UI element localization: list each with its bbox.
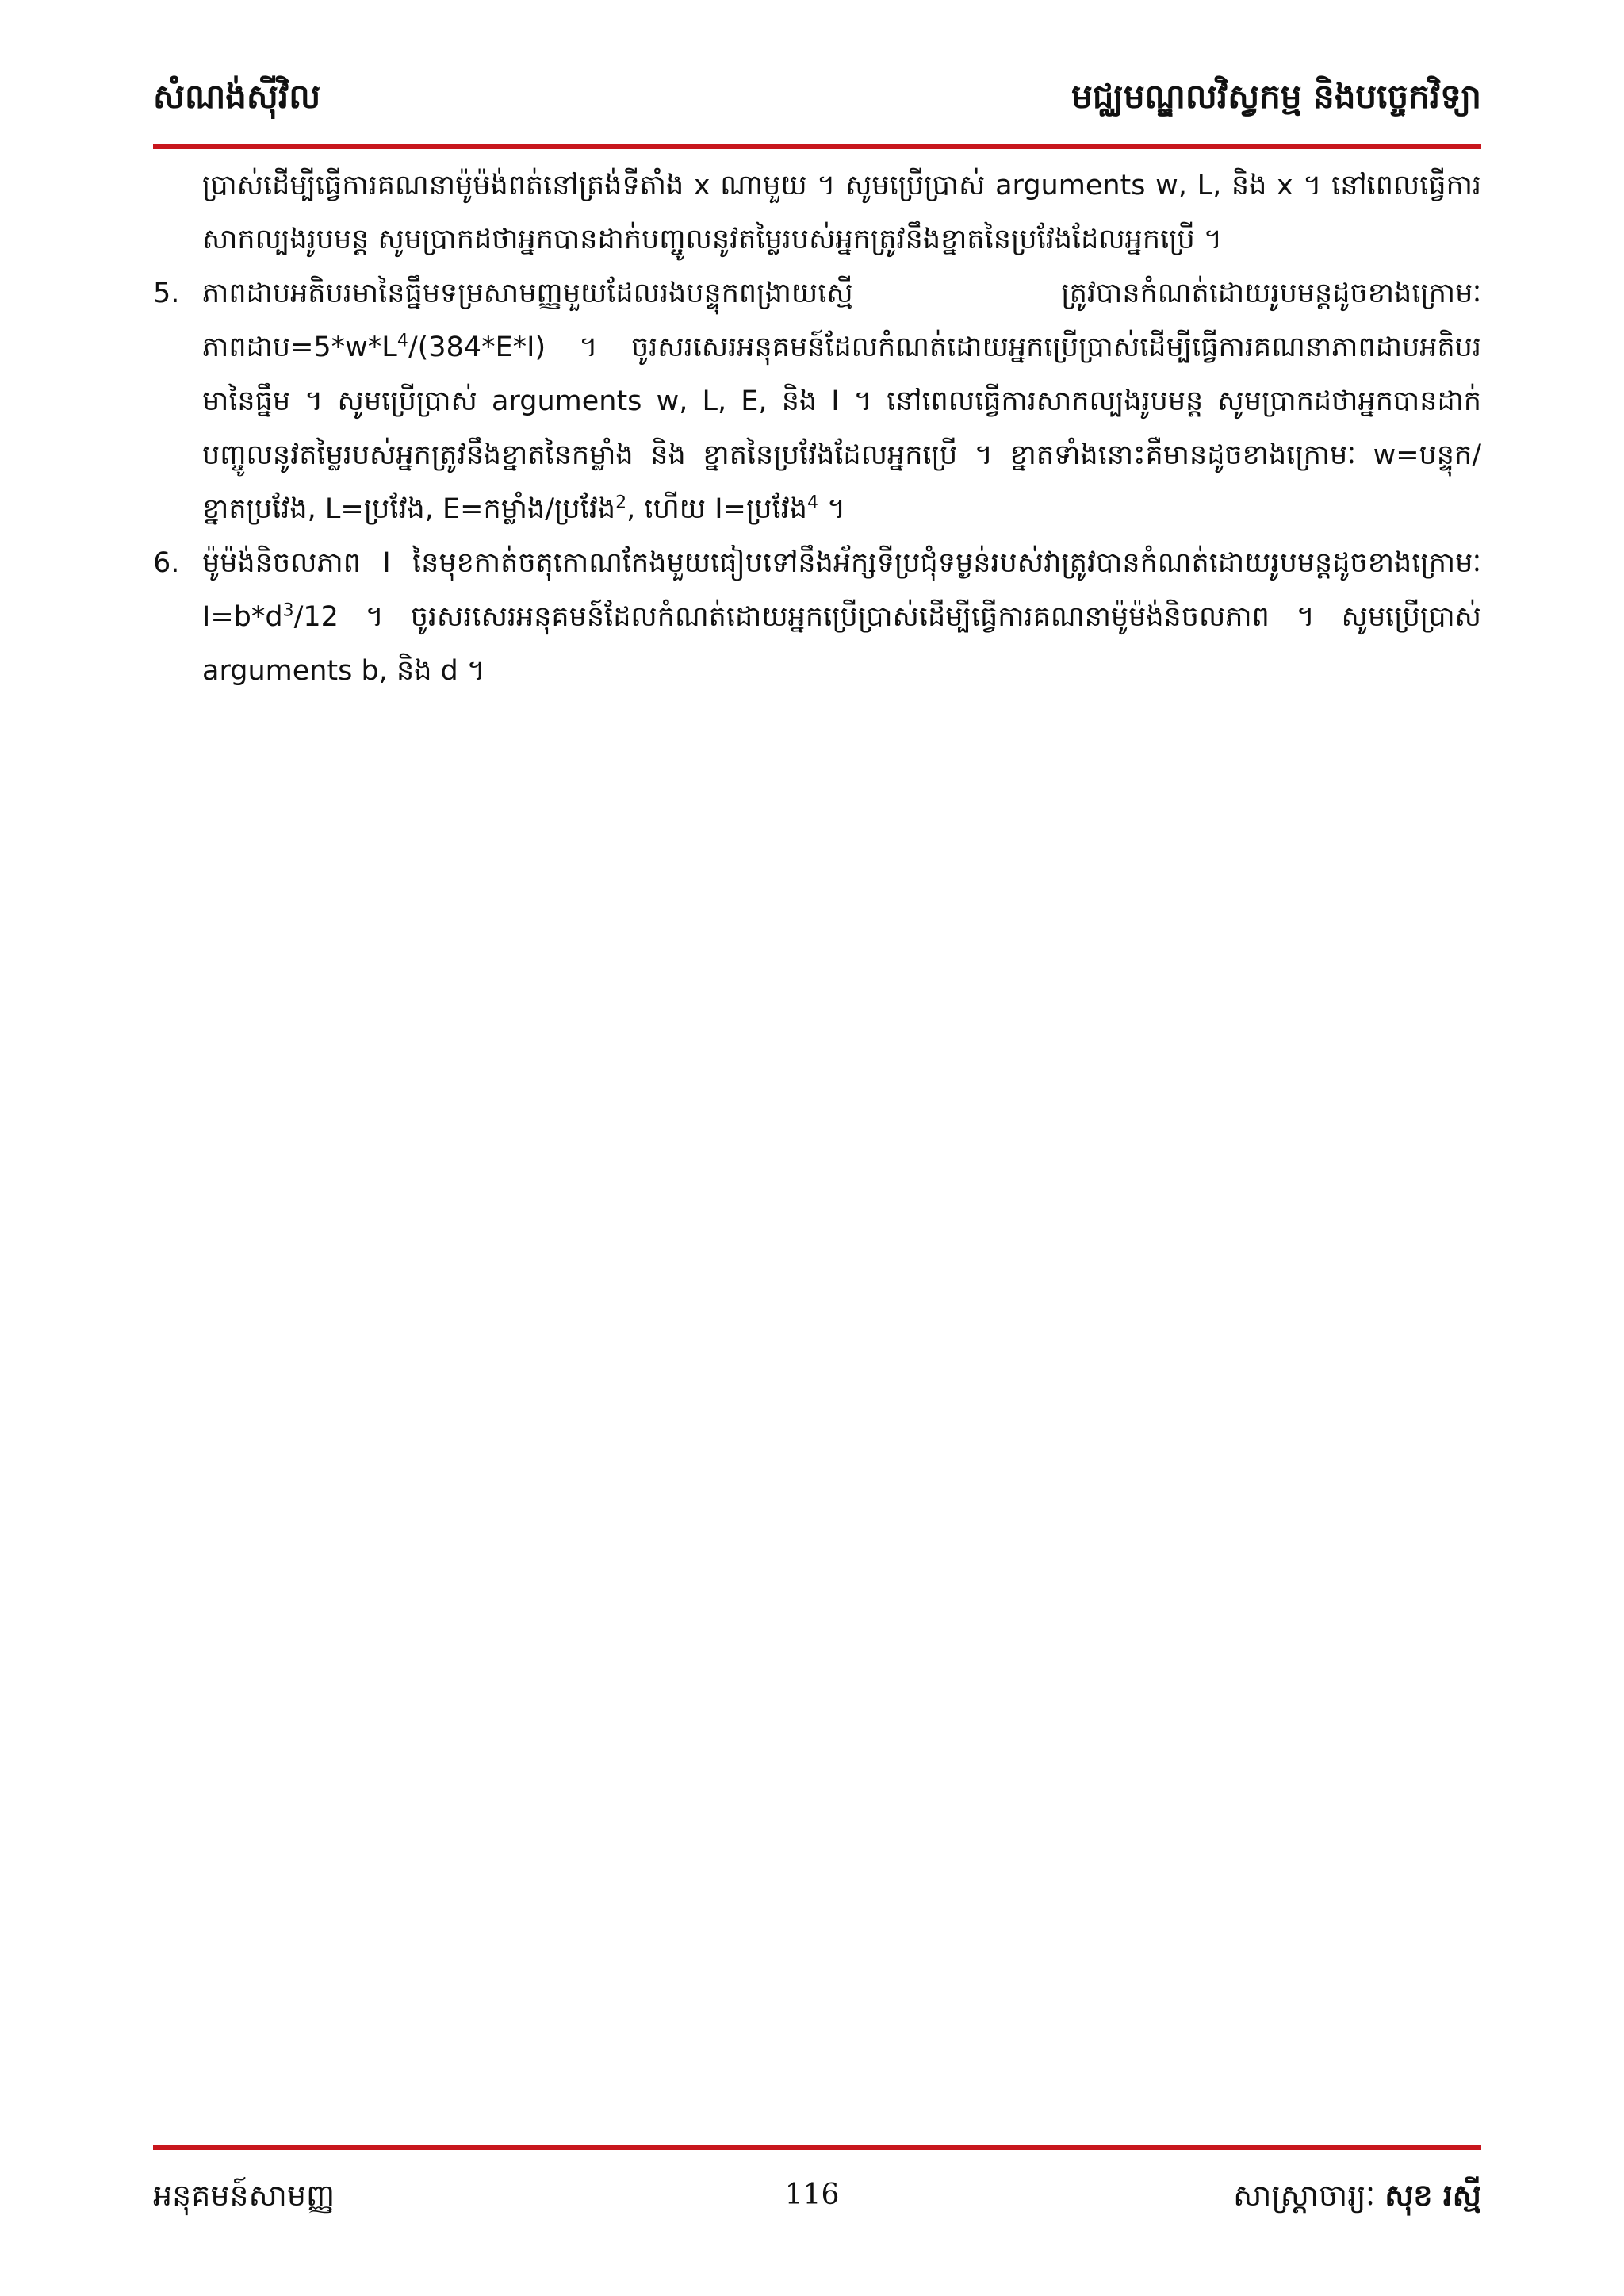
text-run: , ហើយ I=ប្រវែង xyxy=(626,493,807,525)
header-title-right: មជ្ឈមណ្ឌលវិស្វកម្ម និងបច្ចេកវិទ្យា xyxy=(1071,77,1481,116)
paragraph-text xyxy=(202,536,1481,698)
author-name: សុខ រស្មី xyxy=(1385,2178,1481,2213)
header-divider xyxy=(153,144,1481,149)
text-run: /(384*E*I) ។ ចូរសរសេរអនុគមន៍ដែលកំណត់ដោយអ្នកប្រើប្រាស់ដើម្បីធ្វើការគណនាភាពដាបអតិបរមានៃធ្នឹម ។ សូមប្រើប្រាស់ arguments w, L, E, និង I ។ នៅពេលធ្វើការសាកល្បងរូបមន្ត សូមប្រាកដថាអ្នកបានដាក់បញ្ចូលនូវតម្លៃរបស់អ្នកត្រូវនឹងខ្នាតនៃកម្លាំង និង ខ្នាតនៃប្រវែងដែលអ្នកប្រើ ។ ខ្នាតទាំងនោះគឺមានដូចខាងក្រោមៈ w=បន្ទុក/ខ្នាតប្រវែង, L=ប្រវែង, E=កម្លាំង/ប្រវែង xyxy=(202,332,1481,525)
footer-chapter-title: អនុគមន៍សាមញ្ញ xyxy=(153,2178,335,2213)
text-run: ភាពដាបអតិបរមានៃធ្នឹមទម្រសាមញ្ញមួយដែលរងបន្ទុកពង្រាយស្មើ ត្រូវបានកំណត់ដោយរូបមន្តដូចខាងក្រោមៈ ភាពដាប=5*w*L xyxy=(202,278,1481,363)
list-item-6 xyxy=(153,536,1481,698)
superscript: 3 xyxy=(282,600,294,621)
superscript: 4 xyxy=(806,493,818,513)
paragraph-text: ប្រាស់ដើម្បីធ្វើការគណនាម៉ូម៉ង់ពត់នៅត្រង់ទីតាំង x ណាមួយ ។ សូមប្រើប្រាស់ arguments w, L, និង x ។ នៅពេលធ្វើការសាកល្បងរូបមន្ត សូមប្រាកដថាអ្នកបានដាក់បញ្ចូលនូវតម្លៃរបស់អ្នកត្រូវនឹងខ្នាតនៃប្រវែងដែលអ្នកប្រើ ។ xyxy=(202,170,1481,255)
footer-author xyxy=(1233,2171,1481,2219)
list-number: 5. xyxy=(153,278,180,309)
list-number: 6. xyxy=(153,547,180,579)
paragraph-continued xyxy=(153,159,1481,266)
paragraph-text xyxy=(202,266,1481,536)
superscript: 2 xyxy=(615,493,627,513)
text-run: /12 ។ ចូរសរសេរអនុគមន៍ដែលកំណត់ដោយអ្នកប្រើប្រាស់ដើម្បីធ្វើការគណនាម៉ូម៉ង់និចលភាព ។ សូមប្រើប្រាស់ arguments b, និង d ។ xyxy=(202,601,1481,687)
page-number: 116 xyxy=(784,2179,840,2211)
text-run: ។ xyxy=(818,493,846,525)
footer-divider xyxy=(153,2145,1481,2150)
author-prefix: សាស្ត្រាចារ្យៈ xyxy=(1233,2178,1385,2213)
text-run: ម៉ូម៉ង់និចលភាព I នៃមុខកាត់ចតុកោណកែងមួយធៀបទៅនឹងអ័ក្សទីប្រជុំទម្ងន់របស់វាត្រូវបានកំណត់ដោយរូបមន្តដូចខាងក្រោមៈ I=b*d xyxy=(202,547,1481,633)
document-body xyxy=(153,159,1481,698)
superscript: 4 xyxy=(396,331,408,351)
header-title-left: សំណង់ស៊ីវិល xyxy=(153,77,321,116)
list-item-5 xyxy=(153,266,1481,536)
